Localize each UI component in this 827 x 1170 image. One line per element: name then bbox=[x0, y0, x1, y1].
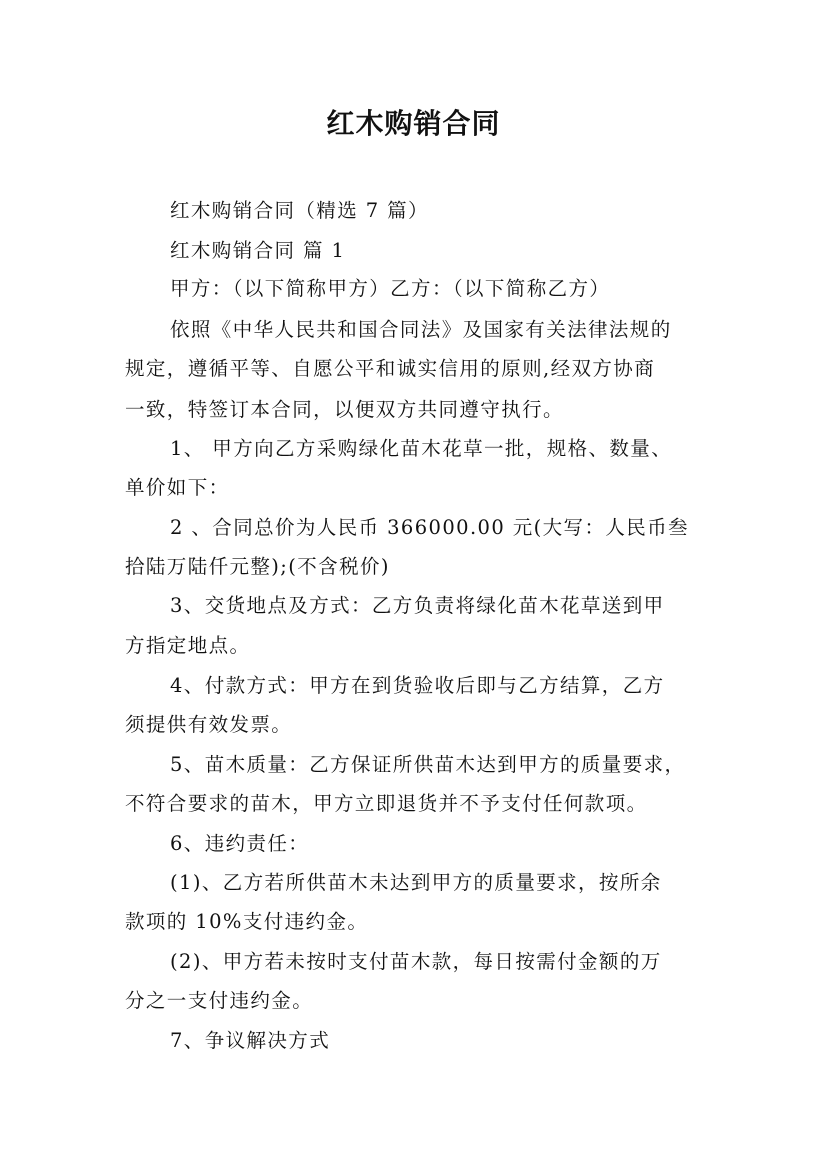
paragraph-line: 一致，特签订本合同，以便双方共同遵守执行。 bbox=[125, 398, 564, 421]
clause-line: 须提供有效发票。 bbox=[125, 713, 293, 736]
paragraph-line: 规定，遵循平等、自愿公平和诚实信用的原则,经双方协商 bbox=[125, 357, 656, 380]
document-title: 红木购销合同 bbox=[326, 107, 501, 140]
clause-line: 1、 甲方向乙方采购绿化苗木花草一批，规格、数量、 bbox=[170, 437, 673, 460]
clause-line: 3、交货地点及方式：乙方负责将绿化苗木花草送到甲 bbox=[170, 594, 665, 617]
clause-line: 2 、合同总价为人民币 366000.00 元(大写：人民币叁 bbox=[170, 516, 689, 539]
clause-line: (1)、乙方若所供苗木未达到甲方的质量要求，按所余 bbox=[170, 871, 662, 894]
clause-line: 6、违约责任： bbox=[170, 832, 310, 855]
clause-line: 方指定地点。 bbox=[125, 634, 251, 657]
clause-line: 分之一支付违约金。 bbox=[125, 989, 314, 1012]
subtitle-line: 红木购销合同（精选 7 篇） bbox=[170, 199, 429, 222]
clause-line: 款项的 10%支付违约金。 bbox=[125, 910, 369, 933]
clause-line: (2)、甲方若未按时支付苗木款，每日按需付金额的万 bbox=[170, 950, 662, 973]
paragraph-line: 依照《中华人民共和国合同法》及国家有关法律法规的 bbox=[170, 318, 672, 341]
clause-line: 单价如下： bbox=[125, 476, 230, 499]
clause-line: 拾陆万陆仟元整);(不含税价) bbox=[125, 555, 390, 578]
clause-line: 4、付款方式：甲方在到货验收后即与乙方结算，乙方 bbox=[170, 674, 665, 697]
clause-line: 5、苗木质量：乙方保证所供苗木达到甲方的质量要求， bbox=[170, 753, 686, 776]
parties-line: 甲方：（以下简称甲方）乙方：（以下简称乙方） bbox=[170, 277, 611, 300]
section-heading: 红木购销合同 篇 1 bbox=[170, 239, 346, 262]
clause-line: 不符合要求的苗木，甲方立即退货并不予支付任何款项。 bbox=[125, 792, 648, 815]
clause-line: 7、争议解决方式 bbox=[170, 1029, 331, 1052]
